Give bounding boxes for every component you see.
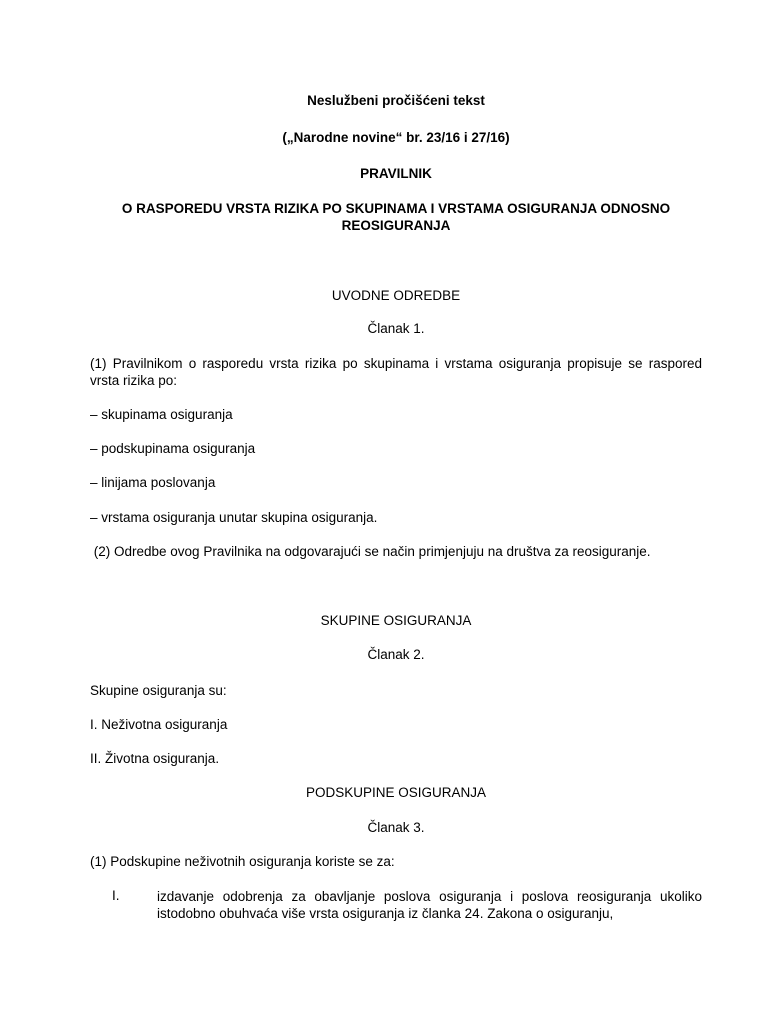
list-item: II. Životna osiguranja. [90,751,220,766]
list-item: – vrstama osiguranja unutar skupina osiguranja. [90,510,378,525]
list-item: – skupinama osiguranja [90,407,233,422]
document-title: O RASPOREDU VRSTA RIZIKA PO SKUPINAMA I VRSTAMA OSIGURANJA ODNOSNO REOSIGURANJA [121,201,671,233]
gazette-reference: („Narodne novine“ br. 23/16 i 27/16) [282,130,510,145]
article-2-heading: Članak 2. [367,647,425,662]
article-3-paragraph-1: (1) Podskupine neživotnih osiguranja koriste se za: [90,854,395,869]
article-2-intro: Skupine osiguranja su: [90,683,227,698]
article-1-heading: Članak 1. [367,321,425,336]
unofficial-text-label: Neslužbeni pročišćeni tekst [307,93,485,108]
list-item-text: izdavanje odobrenja za obavljanje poslova osiguranja i poslova reosiguranja ukoliko istodobno obuhvaća više vrsta osiguranja iz članka 24. Zakona o osiguranju, [157,889,702,921]
article-3-heading: Članak 3. [367,820,425,835]
list-item: – linijama poslovanja [90,475,216,490]
document-type: PRAVILNIK [360,166,432,181]
article-1-paragraph-2: (2) Odredbe ovog Pravilnika na odgovarajući se način primjenjuju na društva za reosiguranje. [90,544,651,559]
list-item: – podskupinama osiguranja [90,441,256,456]
section-heading-introductory: UVODNE ODREDBE [331,288,461,303]
section-heading-groups: SKUPINE OSIGURANJA [320,613,472,628]
list-item-number: I. [112,888,120,903]
article-1-paragraph-1: (1) Pravilnikom o rasporedu vrsta rizika po skupinama i vrstama osiguranja propisuje se raspored vrsta rizika po: [90,356,702,388]
list-item: I. Neživotna osiguranja [90,717,228,732]
section-heading-subgroups: PODSKUPINE OSIGURANJA [305,785,487,800]
